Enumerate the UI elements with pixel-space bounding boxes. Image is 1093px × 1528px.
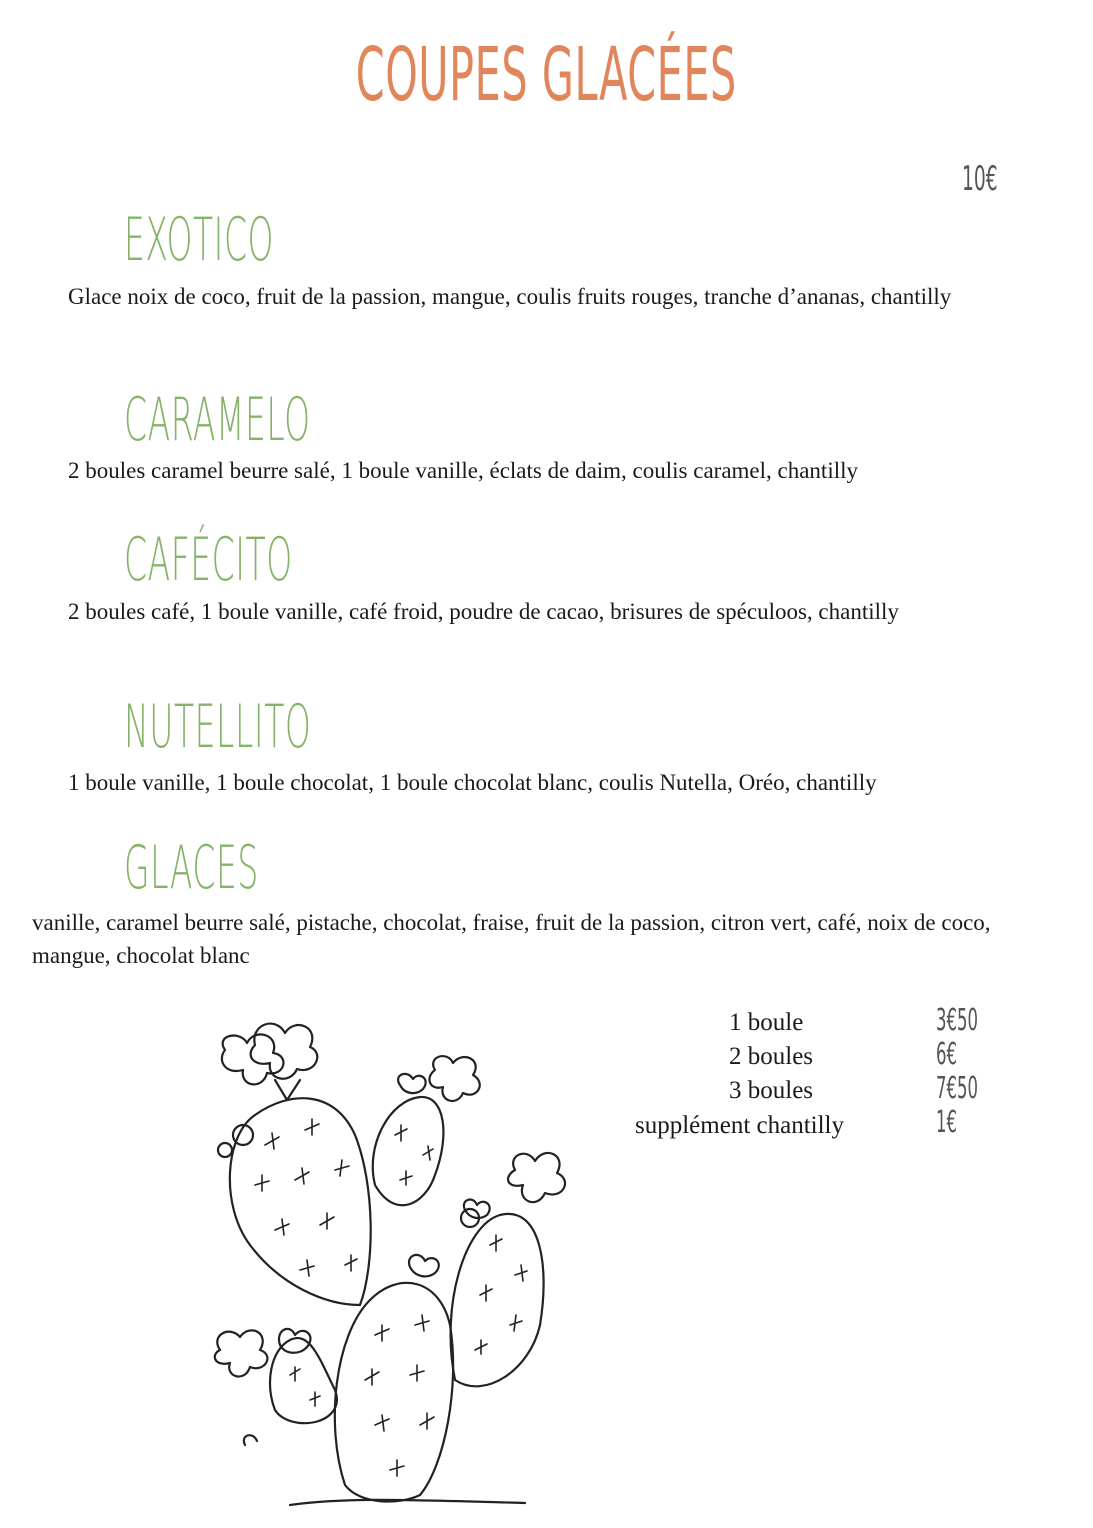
heading-cafecito: CAFÉCITO (124, 525, 293, 595)
cactus-illustration (195, 1005, 615, 1515)
heading-caramelo: CARAMELO (124, 385, 311, 455)
description-glaces: vanille, caramel beurre salé, pistache, chocolat, fraise, fruit de la passion, citron vert, café, noix de coco, mangue, chocolat blanc (32, 910, 991, 968)
price-row-value: 1€ (936, 1105, 958, 1140)
description-cafecito: 2 boules café, 1 boule vanille, café froid, poudre de cacao, brisures de spéculoos, chantilly (68, 599, 899, 624)
price-row-value: 7€50 (936, 1071, 978, 1106)
price-row-label: 2 boules (729, 1043, 814, 1070)
price-row-label: 3 boules (729, 1077, 814, 1104)
heading-exotico: EXOTICO (124, 205, 275, 275)
price-row-value: 3€50 (936, 1003, 978, 1038)
description-exotico: Glace noix de coco, fruit de la passion, mangue, coulis fruits rouges, tranche d’ananas, chantilly (68, 284, 952, 309)
heading-glaces: GLACES (124, 833, 259, 903)
price-row-value: 6€ (936, 1037, 958, 1072)
price-row-label: 1 boule (729, 1009, 804, 1036)
description-caramelo: 2 boules caramel beurre salé, 1 boule vanille, éclats de daim, coulis caramel, chantilly (68, 458, 858, 483)
coupe-price: 10€ (962, 159, 998, 199)
heading-nutellito: NUTELLITO (124, 692, 312, 762)
description-nutellito: 1 boule vanille, 1 boule chocolat, 1 boule chocolat blanc, coulis Nutella, Oréo, chantilly (68, 770, 877, 795)
price-row-label: supplément chantilly (635, 1112, 844, 1139)
page-title: COUPES GLACÉES (355, 32, 737, 118)
